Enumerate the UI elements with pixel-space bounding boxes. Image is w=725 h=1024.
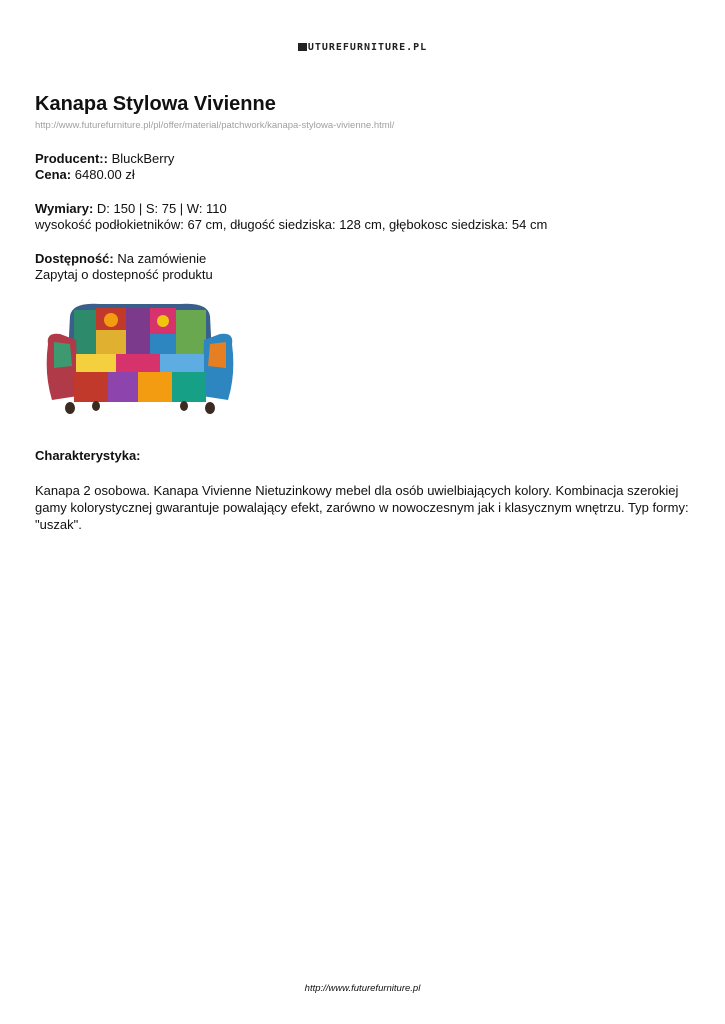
price-row	[35, 166, 135, 183]
dimensions-label: Wymiary:	[35, 201, 94, 216]
dimensions-value: D: 150 | S: 75 | W: 110	[96, 201, 227, 216]
product-url[interactable]: http://www.futurefurniture.pl/pl/offer/material/patchwork/kanapa-stylowa-vivienne.html/	[35, 120, 395, 131]
logo-mark-icon	[298, 43, 307, 51]
producer-row	[35, 150, 174, 167]
logo-text: UTUREFURNITURE.PL	[307, 42, 428, 53]
availability-inquiry-link[interactable]: Zapytaj o dostepność produktu	[35, 267, 213, 282]
dimensions-row	[35, 200, 227, 217]
characteristics-text: Kanapa 2 osobowa. Kanapa Vivienne Nietuzinkowy mebel dla osób uwielbiających kolory. Kombinacja szerokiej gamy kolorystycznej gwarantuje powalający efekt, zarówno w nowoczesnym jak i klasycznym wnętrzu. Typ formy: "uszak".	[35, 483, 689, 532]
footer-url[interactable]: http://www.futurefurniture.pl	[304, 983, 421, 994]
availability-value: Na zamówienie	[117, 251, 207, 266]
price-value: 6480.00 zł	[74, 167, 135, 182]
product-title: Kanapa Stylowa Vivienne	[35, 93, 276, 115]
availability-label: Dostępność:	[35, 251, 114, 266]
producer-value: BluckBerry	[111, 151, 175, 166]
producer-label: Producent::	[35, 151, 108, 166]
availability-row	[35, 250, 206, 267]
sofa-image	[40, 296, 240, 426]
site-logo[interactable]	[0, 42, 725, 53]
dimensions-detail: wysokość podłokietników: 67 cm, długość siedziska: 128 cm, głębokosc siedziska: 54 cm	[35, 217, 548, 232]
characteristics-heading: Charakterystyka:	[35, 448, 141, 463]
price-label: Cena:	[35, 167, 72, 182]
